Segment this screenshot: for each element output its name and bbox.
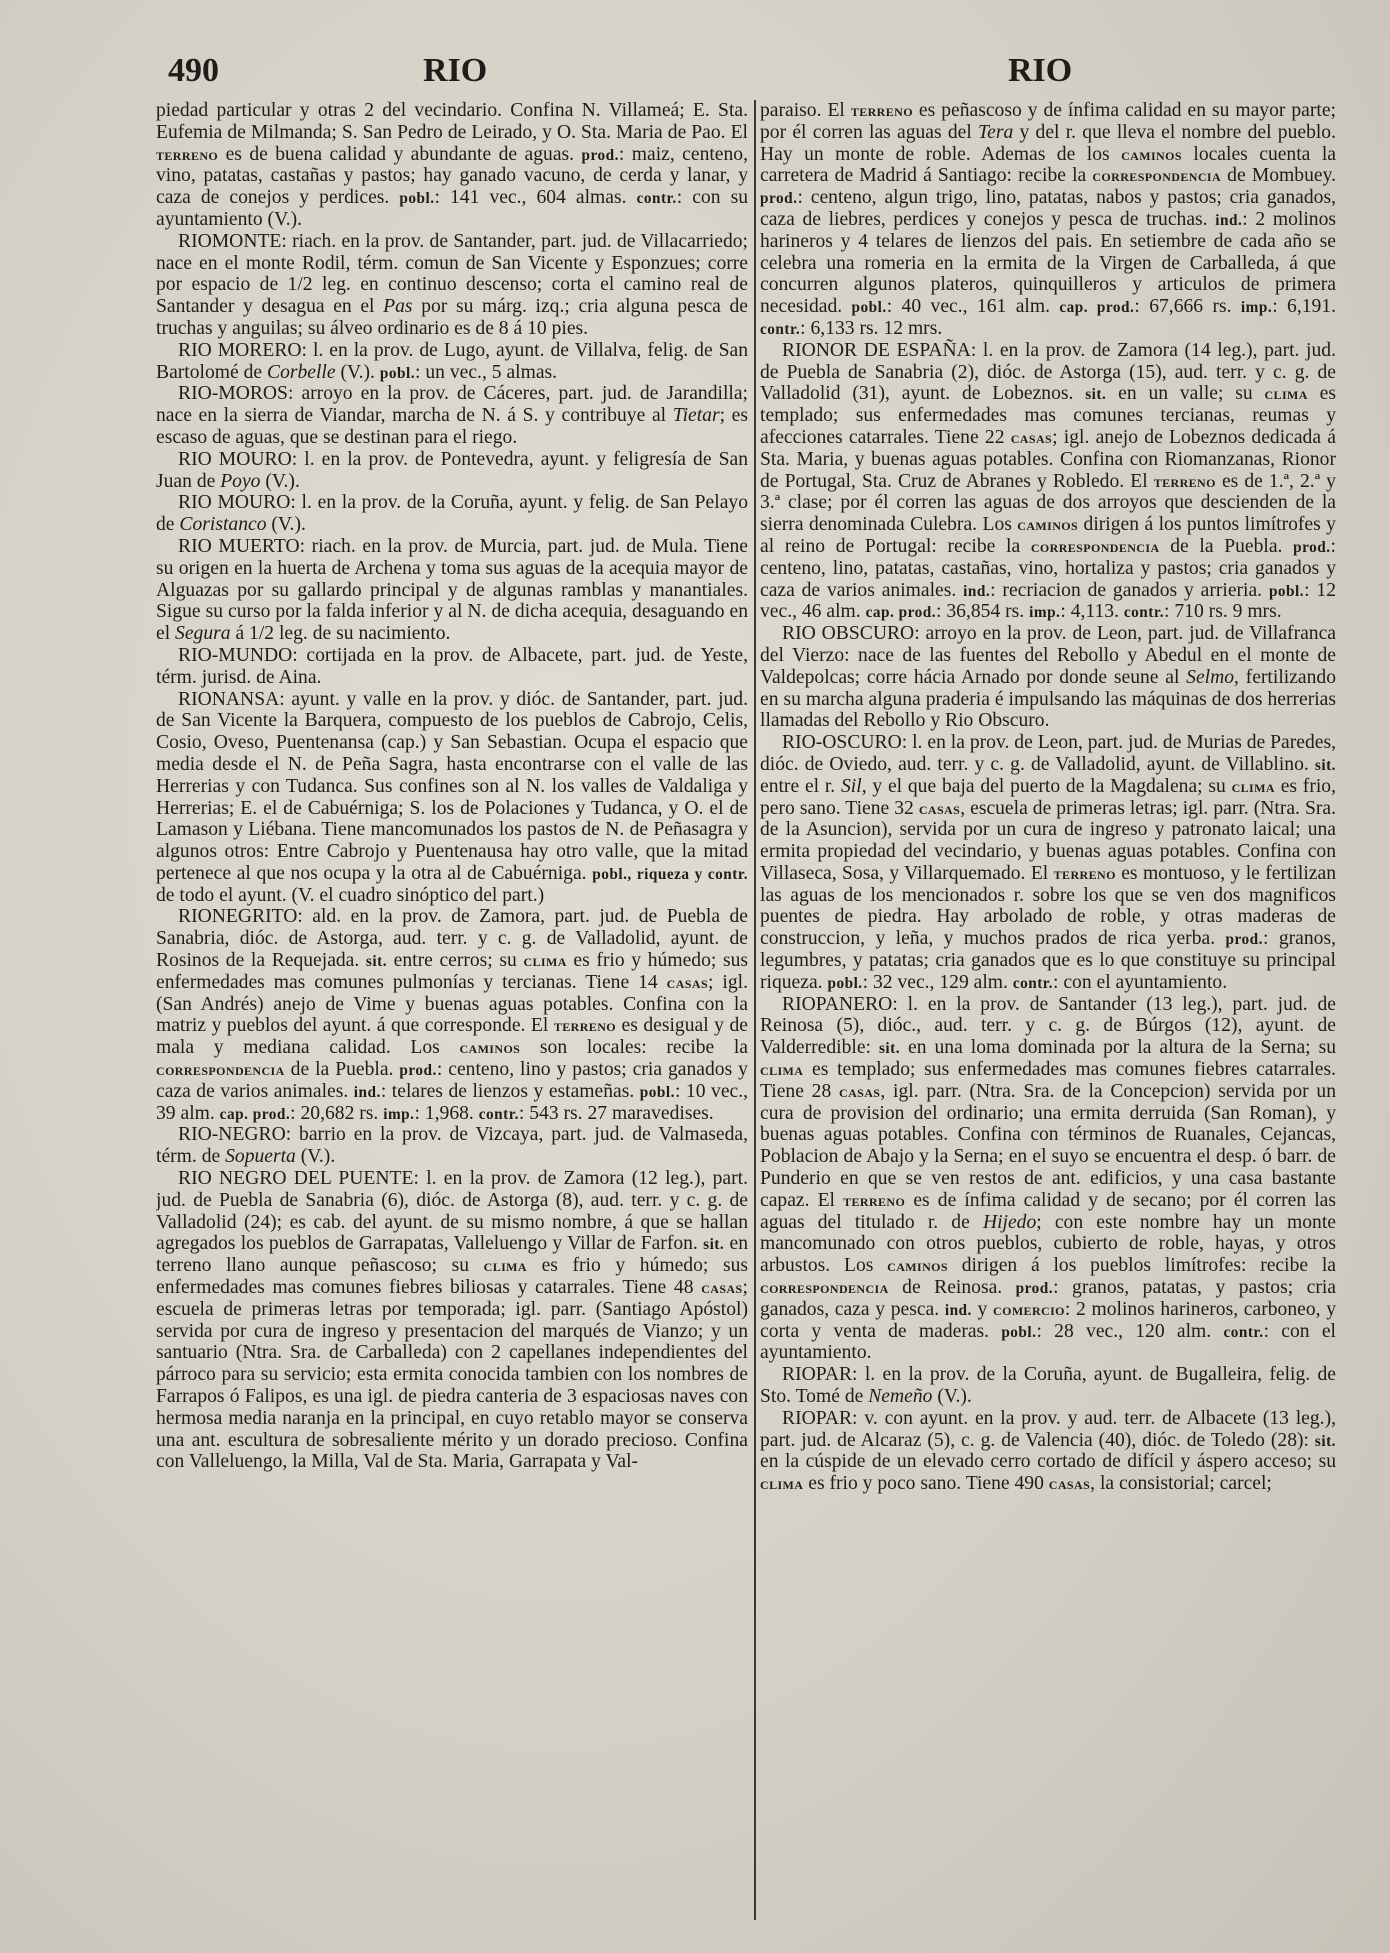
- entry-text: , escuela de primeras letras; igl. parr. (Ntra. Sra. de la Asuncion), servida por un cura de ingreso y patronato laical; una ermita propiedad del vecindario, y buenas aguas potables. Confina con Villaseca, Sosa, y Villarquemado. El: [760, 797, 1336, 884]
- abbreviation: cap. prod.: [219, 1105, 291, 1123]
- italic-term: Sopuerta: [225, 1146, 296, 1168]
- dictionary-entry: [156, 492, 748, 536]
- abbreviation: comercio: [993, 1299, 1065, 1319]
- entry-text: de Mombuey.: [1221, 165, 1336, 187]
- abbreviation: contr.: [760, 320, 801, 338]
- entry-text: : 4,113.: [1060, 601, 1124, 623]
- abbreviation: imp.: [1029, 604, 1061, 622]
- abbreviation: sit.: [365, 953, 388, 971]
- entry-text: : con el ayuntamiento.: [760, 1320, 1336, 1364]
- entry-text: es montuoso, y le fertilizan las aguas de los mencionados r. sobre los que se ven dos magnificos puentes de piedra. Hay arbolado de roble, y otras maderas de construccion, y leña, y muchos prados de rica yerba.: [760, 862, 1336, 950]
- entry-text: : 20,682 rs.: [290, 1102, 384, 1124]
- abbreviation: ind.: [944, 1301, 972, 1319]
- abbreviation: clima: [1231, 776, 1275, 796]
- entry-text: : 28 vec., 120 alm.: [1036, 1320, 1224, 1342]
- abbreviation: clima: [483, 1256, 527, 1276]
- entry-text: por su márg. izq.; cria alguna pesca de truchas y anguilas; su álveo ordinario es de 8 á 10 pies.: [156, 296, 748, 339]
- abbreviation: pobl.: [379, 364, 416, 382]
- entry-text: en un valle; su: [1106, 383, 1265, 405]
- entry-text: : un vec., 5 almas.: [415, 361, 558, 383]
- entry-text: ; escuela de primeras letras por temporada; igl. parr. (Santiago Apóstol) servida por cura de ingreso y presentacion del marqués de Vianzo; y un santuario (Ntra. Sra. de Carballeda) con 2 capellanes independientes del párroco para su servicio; esta ermita conocida tambien con los nombres de Farrapos ó Falipos, es una igl. de piedra canteria de 3 espaciosas naves con hermosa media naranja en la principal, en cuyo retablo mayor se conserva una ant. escultura de sobresaliente mérito y un dorado precioso. Confina con Valleluengo, la Milla, Val de Sta. Maria, Garrapata y Val-: [156, 1277, 748, 1473]
- entry-text: : maiz, centeno, vino, patatas, castañas y pastos; hay ganado vacuno, de cerda y lanar, y caza de conejos y perdices.: [156, 143, 748, 209]
- entry-text: es de 1.ª, 2.ª y 3.ª clase; por él corren las aguas de dos arroyos que descienden de la sierra denominada Culebra. Los: [760, 470, 1336, 536]
- entry-text: es de buena calidad y abundante de aguas.: [218, 143, 582, 165]
- dictionary-entry: [760, 994, 1336, 1365]
- entry-text: es peñascoso y de ínfima calidad en su mayor parte; por él corren las aguas del: [760, 100, 1336, 143]
- entry-text: entre cerros; su: [387, 950, 524, 972]
- entry-text: es frio y húmedo; sus enfermedades mas comunes pulmonías y tercianas. Tiene 14: [156, 950, 748, 993]
- entry-text: en la cúspide de un elevado cerro cortado de difícil y áspero acceso; su: [760, 1451, 1336, 1473]
- abbreviation: casas: [839, 1081, 881, 1101]
- dictionary-entry: [760, 732, 1336, 994]
- abbreviation: clima: [760, 1474, 804, 1494]
- dictionary-entry: [156, 449, 748, 493]
- dictionary-entry: [760, 340, 1336, 623]
- entry-text: es de ínfima calidad y de secano; por él corren las aguas del titulado r. de: [760, 1189, 1336, 1233]
- dictionary-entry: [156, 536, 748, 645]
- column-divider: [754, 100, 756, 1920]
- entry-text: ; igl. (San Andrés) anejo de Vime y buenas aguas potables. Confina con la matriz y pueblos del ayunt. á que corresponde. El: [156, 971, 748, 1037]
- entry-text: RIO-OSCURO: l. en la prov. de Leon, part. jud. de Murias de Paredes, dióc. de Oviedo, aud. terr. y c. g. de Valladolid, ayunt. de Villablino.: [760, 732, 1336, 775]
- abbreviation: prod.: [1225, 931, 1263, 949]
- entry-text: RIONANSA: ayunt. y valle en la prov. y dióc. de Santander, part. jud. de San Vicente la Barquera, compuesto de los pueblos de Cabrojo, Celis, Cosio, Oveso, Puentenansa (cap.) y San Sebastian. Ocupa el espacio que media desde el N. de Peña Sagra, hasta encontrarse con el valle de las Herrerias y con Tudanca. Sus confines son al N. los valles de Valdaliga y Herrerias; E. el de Cabuérniga; S. los de Polaciones y Tudanca, y O. el de Lamason y Liébana. Tiene mancomunados los pastos de N. de Peñasagra y algunos otros: Entre Cabrojo y Puentenausa hay otro valle, que la mitad pertenece al que nos ocupa y la otra al de Cabuérniga.: [156, 688, 748, 884]
- entry-text: dirigen á los puntos limítrofes y al reino de Portugal: recibe la: [760, 514, 1336, 557]
- italic-term: Corbelle: [267, 361, 336, 383]
- abbreviation: prod.: [1015, 1280, 1054, 1298]
- dictionary-entry: [156, 1124, 748, 1168]
- entry-text: de Reinosa.: [888, 1277, 1016, 1299]
- entry-text: : 2 molinos harineros, carboneo, y corta y venta de maderas.: [760, 1298, 1336, 1342]
- page-header: [0, 52, 1390, 92]
- entry-text: : centeno, algun trigo, lino, patatas, nabos y pastos; cria ganados, caza de liebres, perdices y conejos y pesca de truchas.: [760, 187, 1336, 230]
- abbreviation: caminos: [1017, 515, 1079, 535]
- entry-text: RIOPAR: v. con ayunt. en la prov. y aud. terr. de Albacete (13 leg.), part. jud. de Alcaraz (5), c. g. de Valencia (40), dióc. de Toledo (28):: [760, 1407, 1336, 1451]
- abbreviation: pobl.: [1001, 1323, 1037, 1341]
- entry-text: (V.).: [266, 514, 306, 536]
- entry-text: , la consistorial; carcel;: [1090, 1473, 1272, 1495]
- dictionary-entry: [156, 383, 748, 448]
- entry-text: RIONOR DE ESPAÑA: l. en la prov. de Zamora (14 leg.), part. jud. de Puebla de Sanabria (2), dióc. de Astorga (15), aud. terr. y c. g. de Valladolid (31), ayunt. de Lobeznos.: [760, 339, 1336, 405]
- abbreviation: pobl.: [827, 974, 863, 992]
- entry-text: y del r. que lleva el nombre del pueblo. Hay un monte de roble. Ademas de los: [760, 121, 1336, 165]
- abbreviation: imp.: [383, 1105, 415, 1123]
- entry-text: : 6,133 rs. 12 mrs.: [800, 317, 943, 339]
- dictionary-entry: [156, 906, 748, 1124]
- entry-text: RIO NEGRO DEL PUENTE: l. en la prov. de Zamora (12 leg.), part. jud. de Puebla de Sanabria (6), dióc. de Astorga (8), aud. terr. y c. g. de Valladolid (24); es cab. del ayunt. de su mismo nombre, á que se hallan agregados los pueblos de Garrapatas, Valleluengo y Villar de Farfon.: [156, 1168, 748, 1255]
- dictionary-entry: [156, 689, 748, 907]
- dictionary-entry: [156, 231, 748, 340]
- entry-text: : centeno, lino y pastos; cria ganados y caza de varios animales.: [156, 1059, 748, 1102]
- dictionary-entry: [156, 100, 748, 231]
- abbreviation: correspondencia: [1092, 166, 1222, 186]
- page-number: 490: [168, 52, 219, 89]
- italic-term: Nemeño: [868, 1386, 933, 1408]
- entry-text: ; igl. anejo de Lobeznos dedicada á Sta. Maria, y buenas aguas potables. Confina con Riomanzanas, Rionor de Portugal, Sta. Cruz de Abranes y Robledo. El: [760, 426, 1336, 492]
- entry-text: piedad particular y otras 2 del vecindario. Confina N. Villameá; E. Sta. Eufemia de Milmanda; S. San Pedro de Leirado, y O. Sta. Maria de Pao. El: [156, 100, 748, 143]
- entry-text: es desigual y de mala y mediana calidad. Los: [156, 1015, 748, 1059]
- entry-text: á 1/2 leg. de su nacimiento.: [230, 623, 451, 645]
- entry-text: es templado; sus enfermedades mas comunes tercianas, reumas y afecciones catarrales. Tiene 22: [760, 383, 1336, 448]
- entry-text: son locales: recibe la: [520, 1037, 748, 1059]
- entry-text: , fertilizando en su marcha alguna praderia é impulsando las máquinas de dos herrerias llamadas del Rebollo y Rio Obscuro.: [760, 666, 1336, 732]
- abbreviation: pobl.: [1268, 582, 1305, 600]
- abbreviation: sit.: [1314, 756, 1336, 774]
- entry-text: : 710 rs. 9 mrs.: [1164, 601, 1282, 623]
- abbreviation: casas: [666, 972, 709, 992]
- abbreviation: ind.: [1215, 211, 1243, 229]
- entry-text: ; es escaso de aguas, que se destinan para el riego.: [156, 405, 748, 448]
- abbreviation: pobl.: [851, 299, 887, 317]
- abbreviation: prod.: [1293, 538, 1331, 556]
- entry-text: RIOMONTE: riach. en la prov. de Santander, part. jud. de Villacarriedo; nace en el monte Rodil, térm. comun de San Vicente y Esponzues; corre por espacio de 1/2 leg. en continuo descenso; corta el camino real de Santander y desagua en el: [156, 230, 748, 318]
- entry-text: : granos, legumbres, y patatas; cria ganados que es lo que constituye su principal riqueza.: [760, 928, 1336, 993]
- left-running-head: RIO: [423, 52, 488, 89]
- italic-term: Hijedo: [982, 1211, 1037, 1233]
- abbreviation: cap. prod.: [1059, 299, 1135, 317]
- italic-term: Tera: [978, 121, 1014, 143]
- italic-term: Poyo: [220, 470, 261, 492]
- abbreviation: cap. prod.: [865, 604, 937, 622]
- entry-text: : 67,666 rs.: [1134, 296, 1241, 318]
- abbreviation: terreno: [156, 144, 219, 164]
- abbreviation: caminos: [887, 1256, 948, 1276]
- entry-text: : 2 molinos harineros y 4 telares de lienzos del pais. En setiembre de cada año se celebra una romeria en la ermita de la Virgen de Carballeda, á que concurren algunos plateros, quinquilleros y articulos de primera necesidad.: [760, 208, 1336, 318]
- entry-text: es templado; sus enfermedades mas comunes fiebres catarrales. Tiene 28: [760, 1059, 1336, 1102]
- entry-text: RIOPANERO: l. en la prov. de Santander (13 leg.), part. jud. de Reinosa (5), dióc., aud. terr. y c. g. de Búrgos (12), ayunt. de Valderredible:: [760, 993, 1336, 1059]
- dictionary-entry: [156, 645, 748, 689]
- abbreviation: casas: [1048, 1474, 1091, 1494]
- abbreviation: terreno: [1053, 863, 1116, 883]
- abbreviation: pobl.: [399, 190, 435, 208]
- dictionary-entry: [760, 623, 1336, 732]
- dictionary-entry: [760, 1408, 1336, 1495]
- italic-term: Coristanco: [179, 514, 267, 536]
- italic-term: Segura: [175, 623, 231, 645]
- entry-text: RIOPAR: l. en la prov. de la Coruña, ayunt. de Bugalleira, felig. de Sto. Tomé de: [760, 1364, 1336, 1408]
- entry-text: es frio, pero sano. Tiene 32: [760, 775, 1336, 819]
- entry-text: , igl. parr. (Ntra. Sra. de la Concepcion) servida por un cura de provision del ordinario; una ermita derruida (San Roman), y buenas aguas potables. Confina con términos de Ruanales, Cejancas, Poblacion de Abajo y la Serna; en el suyo se encuentra el desp. ó barr. de Punderio en que se ven restos de ant. edificios, y una casa bastante capaz. El: [760, 1080, 1336, 1211]
- entry-text: : granos, patatas, y pastos; cria ganados, caza y pesca.: [760, 1277, 1336, 1320]
- abbreviation: prod.: [399, 1062, 437, 1080]
- abbreviation: imp.: [1240, 299, 1273, 317]
- abbreviation: sit.: [1314, 1432, 1336, 1450]
- entry-text: de la Puebla.: [284, 1059, 400, 1081]
- entry-text: : 36,854 rs.: [936, 601, 1030, 623]
- abbreviation: pobl.: [639, 1083, 675, 1101]
- entry-text: : 6,191.: [1272, 296, 1336, 318]
- dictionary-entry: [760, 100, 1336, 340]
- entry-text: RIO MOURO: l. en la prov. de la Coruña, ayunt. y felig. de San Pelayo de: [156, 492, 748, 536]
- entry-text: : telares de lienzos y estameñas.: [380, 1080, 640, 1102]
- abbreviation: contr.: [1223, 1323, 1264, 1341]
- entry-text: : 543 rs. 27 maravedises.: [518, 1102, 714, 1124]
- entry-text: RIO MUERTO: riach. en la prov. de Murcia, part. jud. de Mula. Tiene su origen en la huerta de Archena y toma sus aguas de la acequia mayor de Alguazas por su gallardo principal y de algunas ramblas y manantiales. Sigue su curso por la falda inferior y al N. de dicha acequia, desaguando en el: [156, 535, 748, 645]
- entry-text: (V.).: [260, 470, 300, 492]
- dictionary-entry: [760, 1364, 1336, 1408]
- abbreviation: terreno: [1153, 471, 1216, 491]
- entry-text: (V.).: [932, 1386, 972, 1408]
- abbreviation: caminos: [459, 1038, 521, 1058]
- entry-text: paraiso. El: [760, 100, 851, 121]
- abbreviation: clima: [523, 951, 567, 971]
- abbreviation: contr.: [636, 190, 677, 208]
- entry-text: : recriacion de ganados y arrieria.: [990, 579, 1269, 601]
- abbreviation: prod.: [760, 190, 798, 208]
- entry-text: es frio y poco sano. Tiene 490: [803, 1473, 1049, 1495]
- abbreviation: correspondencia: [760, 1278, 889, 1298]
- abbreviation: sit.: [878, 1040, 901, 1058]
- entry-text: RIO OBSCURO: arroyo en la prov. de Leon, part. jud. de Villafranca del Vierzo: nace de las fuentes del Rebollo y Abedul en el monte de Valdepolcas; corre hácia Arnado por donde seune al: [760, 623, 1336, 688]
- abbreviation: ind.: [963, 582, 991, 600]
- entry-text: : 10 vec., 39 alm.: [156, 1080, 748, 1124]
- entry-text: de la Puebla.: [1159, 535, 1294, 557]
- abbreviation: pobl., riqueza y contr.: [592, 865, 748, 883]
- entry-text: : 32 vec., 129 alm.: [862, 971, 1013, 993]
- entry-text: es frio y húmedo; sus enfermedades mas comunes fiebres biliosas y catarrales. Tiene 48: [156, 1255, 748, 1299]
- entry-text: : con el ayuntamiento.: [1052, 971, 1228, 993]
- entry-text: , y el que baja del puerto de la Magdalena; su: [861, 775, 1232, 797]
- entry-text: dirigen á los pueblos limítrofes: recibe la: [947, 1255, 1336, 1277]
- entry-text: : 12 vec., 46 alm.: [760, 579, 1336, 623]
- dictionary-entry: [156, 340, 748, 384]
- entry-text: : 141 vec., 604 almas.: [434, 187, 637, 209]
- entry-text: RIO-MUNDO: cortijada en la prov. de Albacete, part. jud. de Yeste, térm. jurisd. de Aina.: [156, 644, 748, 688]
- abbreviation: caminos: [1121, 144, 1182, 164]
- italic-term: Selmo: [1186, 666, 1235, 688]
- abbreviation: sit.: [1085, 386, 1107, 404]
- abbreviation: contr.: [1123, 604, 1165, 622]
- abbreviation: contr.: [1012, 974, 1053, 992]
- entry-text: ; con este nombre hay un monte mancomunado con otros pueblos, cubierto de roble, hayas, y otros arbustos. Los: [760, 1211, 1336, 1277]
- abbreviation: terreno: [850, 101, 913, 120]
- entry-text: RIONEGRITO: ald. en la prov. de Zamora, part. jud. de Puebla de Sanabria, dióc. de Astorga, aud. terr. y c. g. de Valladolid, ayunt. de Rosinos de la Requejada.: [156, 906, 748, 972]
- abbreviation: clima: [760, 1060, 804, 1080]
- entry-text: locales cuenta la carretera de Madrid á Santiago: recibe la: [760, 143, 1336, 187]
- abbreviation: terreno: [553, 1016, 617, 1036]
- abbreviation: casas: [918, 798, 961, 818]
- abbreviation: correspondencia: [156, 1060, 285, 1080]
- entry-text: : con su ayuntamiento (V.).: [156, 187, 748, 230]
- entry-text: y: [971, 1298, 994, 1320]
- abbreviation: terreno: [843, 1190, 906, 1210]
- entry-text: RIO-MOROS: arroyo en la prov. de Cáceres, part. jud. de Jarandilla; nace en la sierra de Viandar, marcha de N. á S. y contribuye al: [156, 383, 748, 427]
- abbreviation: correspondencia: [1030, 536, 1160, 556]
- entry-text: RIO MORERO: l. en la prov. de Lugo, ayunt. de Villalva, felig. de San Bartolomé de: [156, 339, 748, 383]
- entry-text: RIO-NEGRO: barrio en la prov. de Vizcaya, part. jud. de Valmaseda, térm. de: [156, 1124, 748, 1168]
- entry-text: (V.).: [335, 361, 380, 383]
- entry-text: : 40 vec., 161 alm.: [886, 296, 1060, 318]
- entry-text: en una loma dominada por la altura de la Serna; su: [900, 1037, 1336, 1059]
- entry-text: (V.).: [295, 1146, 336, 1168]
- abbreviation: prod.: [581, 146, 619, 164]
- left-column: [156, 100, 748, 1940]
- entry-text: : 1,968.: [414, 1102, 479, 1124]
- abbreviation: casas: [701, 1278, 743, 1298]
- italic-term: Sil: [841, 775, 862, 797]
- right-running-head: RIO: [1008, 52, 1073, 89]
- abbreviation: clima: [1264, 384, 1308, 404]
- italic-term: Pas: [383, 296, 413, 318]
- italic-term: Tietar: [672, 405, 720, 427]
- entry-text: en terreno llano aunque peñascoso; su: [156, 1233, 748, 1277]
- entry-text: entre el r.: [760, 775, 841, 797]
- entry-text: de todo el ayunt. (V. el cuadro sinóptico del part.): [156, 884, 545, 906]
- dictionary-entry: [156, 1168, 748, 1473]
- abbreviation: ind.: [353, 1083, 381, 1101]
- entry-text: : centeno, lino, patatas, castañas, vino, hortaliza y pastos; cria ganados y caza de varios animales.: [760, 535, 1336, 601]
- abbreviation: contr.: [478, 1105, 519, 1123]
- right-column: [760, 100, 1336, 1940]
- abbreviation: sit.: [703, 1236, 725, 1254]
- abbreviation: casas: [1010, 427, 1053, 447]
- entry-text: RIO MOURO: l. en la prov. de Pontevedra, ayunt. y feligresía de San Juan de: [156, 448, 748, 492]
